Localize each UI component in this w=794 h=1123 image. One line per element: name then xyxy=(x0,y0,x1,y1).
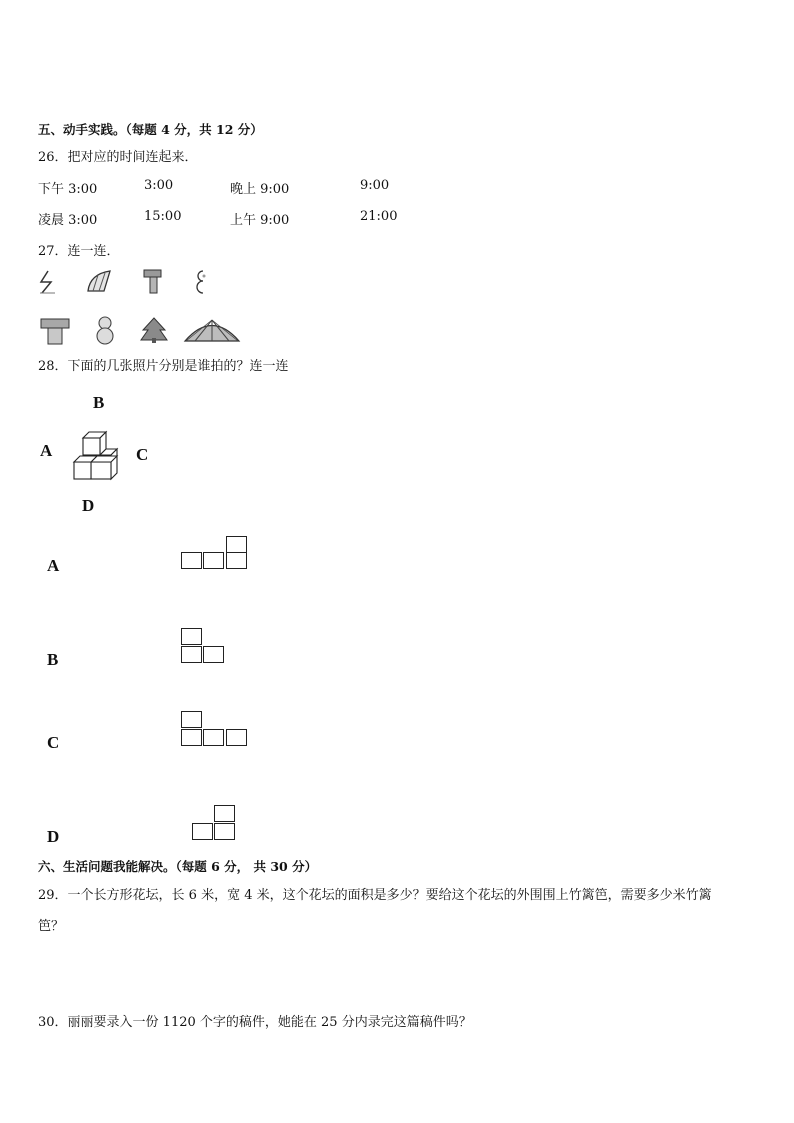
position-label-d: D xyxy=(82,496,95,515)
time-r1-c4: 9:00 xyxy=(360,178,390,193)
section-5-title: 五、动手实践。（每题 4 分，共 12 分） xyxy=(38,122,263,137)
question-29-line2: 笆？ xyxy=(38,919,65,934)
time-r2-c3: 上午 9:00 xyxy=(230,213,290,228)
position-label-c: C xyxy=(136,445,149,464)
snowman-object-image xyxy=(94,314,116,346)
time-r2-c1: 凌晨 3:00 xyxy=(38,213,98,228)
pillar-object-image xyxy=(40,316,70,346)
pillar-fragment-image xyxy=(142,268,164,296)
time-r2-c4: 21:00 xyxy=(360,209,398,224)
question-28: 28．下面的几张照片分别是谁拍的？连一连 xyxy=(38,359,289,374)
position-label-a: A xyxy=(40,441,53,460)
view-label-c: C xyxy=(47,733,60,752)
umbrella-object-image xyxy=(183,318,241,344)
question-30: 30．丽丽要录入一份 1120 个字的稿件，她能在 25 分内录完这篇稿件吗？ xyxy=(38,1015,472,1030)
umbrella-fragment-image xyxy=(86,268,116,296)
lightning-fragment-image xyxy=(36,268,60,296)
time-r1-c2: 3:00 xyxy=(144,178,174,193)
view-label-a: A xyxy=(47,556,60,575)
question-29-line1: 29．一个长方形花坛，长 6 米，宽 4 米，这个花坛的面积是多少？要给这个花坛的外围围上竹篱笆，需要多少米竹篱 xyxy=(38,888,712,903)
time-r2-c2: 15:00 xyxy=(144,209,182,224)
cube-stack-image xyxy=(72,428,122,482)
time-r1-c1: 下午 3:00 xyxy=(38,182,98,197)
section-6-title: 六、生活问题我能解决。（每题 6 分， 共 30 分） xyxy=(38,859,318,874)
time-r1-c3: 晚上 9:00 xyxy=(230,182,290,197)
view-label-d: D xyxy=(47,827,60,846)
view-label-b: B xyxy=(47,650,59,669)
tree-object-image xyxy=(139,316,169,344)
figure8-fragment-image xyxy=(193,268,209,296)
question-27: 27．连一连． xyxy=(38,244,120,259)
question-26: 26．把对应的时间连起来． xyxy=(38,150,198,165)
position-label-b: B xyxy=(93,393,105,412)
